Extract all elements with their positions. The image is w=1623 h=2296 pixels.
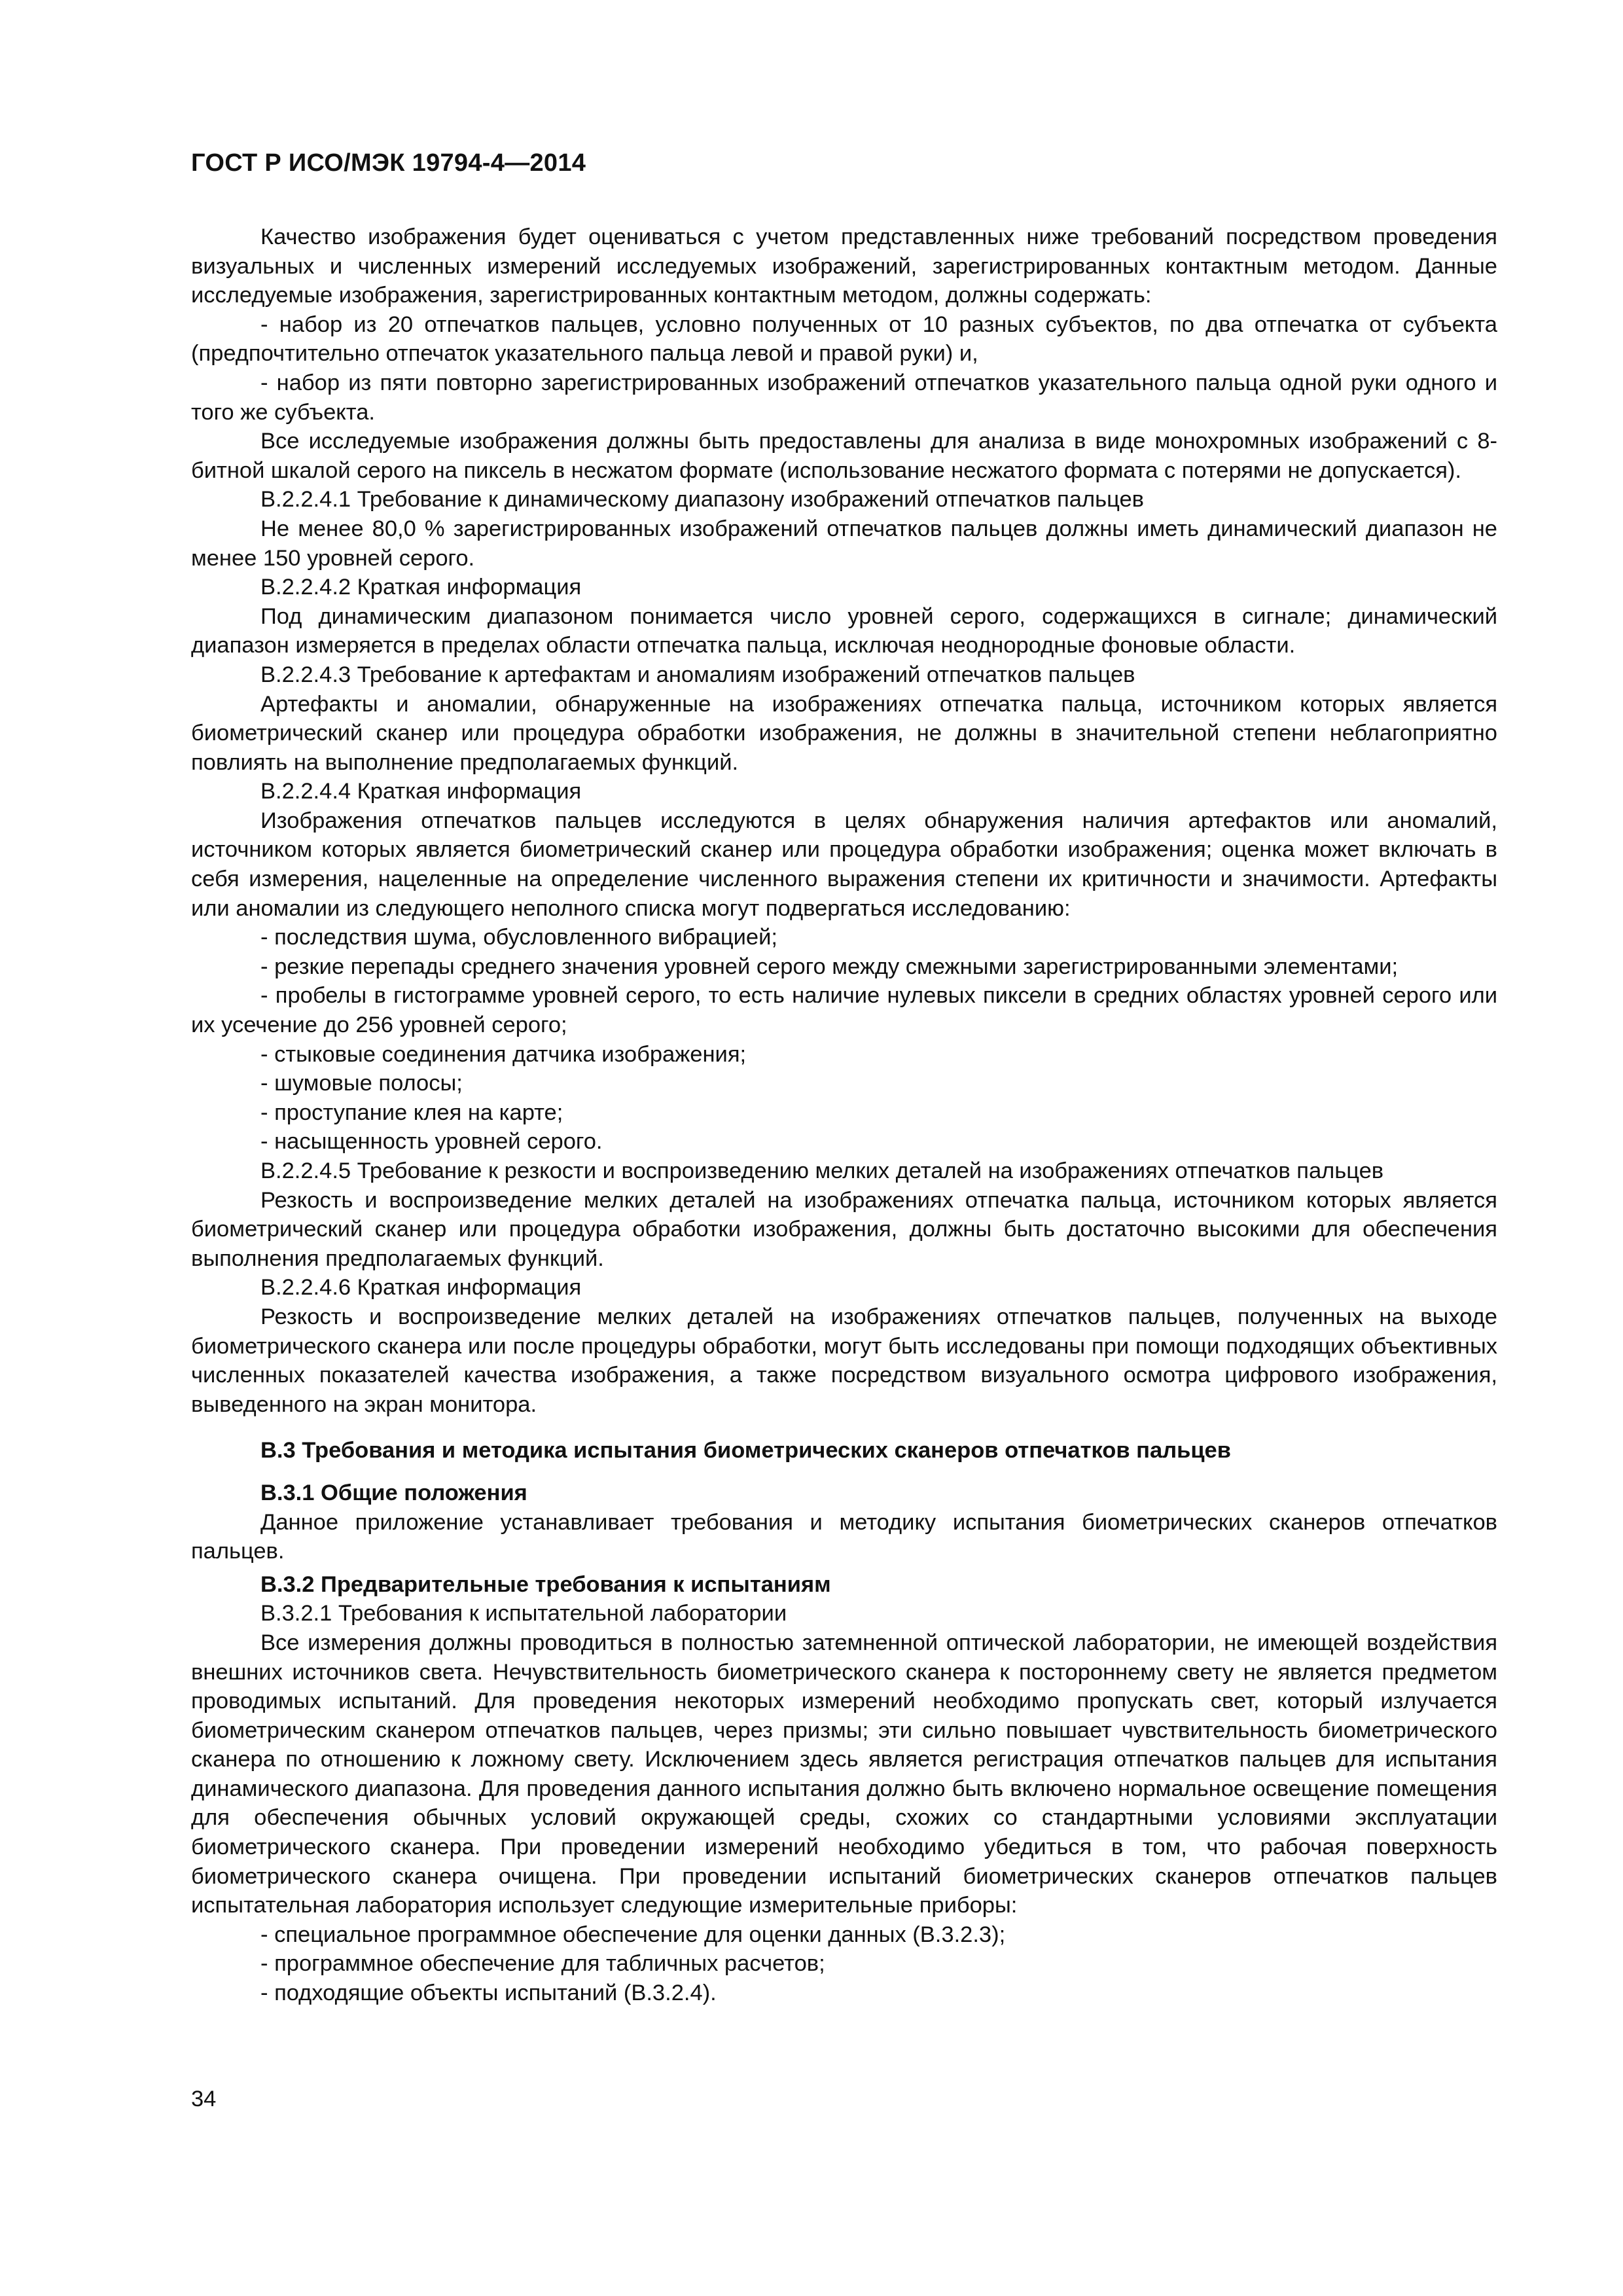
paragraph: Не менее 80,0 % зарегистрированных изображений отпечатков пальцев должны иметь динамический диапазон не менее 150 уровней серого. <box>191 516 1497 571</box>
section-heading: В.3.2 Предварительные требования к испытаниям <box>260 1571 831 1597</box>
list-item: - набор из пяти повторно зарегистрированных изображений отпечатков указательного пальца одной руки одного и того же субъекта. <box>191 370 1497 425</box>
paragraph: Все исследуемые изображения должны быть предоставлены для анализа в виде монохромных изображений с 8-битной шкалой серого на пиксель в несжатом формате (использование несжатого формата с потерями не допускается). <box>191 429 1497 483</box>
paragraph: Изображения отпечатков пальцев исследуются в целях обнаружения наличия артефактов или аномалий, источником которых является биометрический сканер или процедура обработки изображения; оценка может включать в себя измерения, нацеленные на определение численного выражения степени их критичности и значимости. Артефакты или аномалии из следующего неполного списка могут подвергаться исследованию: <box>191 808 1497 921</box>
page-number: 34 <box>191 2087 217 2111</box>
subsection-heading: В.3.2.1 Требования к испытательной лаборатории <box>260 1601 787 1626</box>
list-item: - специальное программное обеспечение для оценки данных (В.3.2.3); <box>260 1922 1006 1947</box>
section-heading: В.3.1 Общие положения <box>260 1480 527 1505</box>
subsection-heading: В.2.2.4.4 Краткая информация <box>260 779 582 804</box>
paragraph: Под динамическим диапазоном понимается число уровней серого, содержащихся в сигнале; динамический диапазон измеряется в пределах области отпечатка пальца, исключая неоднородные фоновые области. <box>191 603 1497 658</box>
list-item: - подходящие объекты испытаний (В.3.2.4). <box>260 1981 717 2006</box>
list-item: - резкие перепады среднего значения уровней серого между смежными зарегистрированными элементами; <box>260 954 1399 979</box>
subsection-heading: В.2.2.4.2 Краткая информация <box>260 575 582 600</box>
subsection-heading: В.2.2.4.3 Требование к артефактам и аномалиям изображений отпечатков пальцев <box>260 662 1135 687</box>
paragraph: Резкость и воспроизведение мелких деталей на изображениях отпечатков пальцев, полученных на выходе биометрического сканера или после процедуры обработки, могут быть исследованы при помощи подходящих объективных численных показателей качества изображения, а также посредством визуального осмотра цифрового изображения, выведенного на экран монитора. <box>191 1304 1497 1417</box>
paragraph: Резкость и воспроизведение мелких деталей на изображениях отпечатка пальца, источником которых является биометрический сканер или процедура обработки изображения, должны быть достаточно высокими для обеспечения выполнения предполагаемых функций. <box>191 1187 1497 1271</box>
paragraph: Все измерения должны проводиться в полностью затемненной оптической лаборатории, не имеющей воздействия внешних источников света. Нечувствительность биометрического сканера к постороннему свету не является предметом проводимых испытаний. Для проведения некоторых измерений необходимо пропускать свет, который излучается биометрическим сканером отпечатков пальцев, через призмы; эти сильно повышает чувствительность биометрического сканера по отношению к ложному свету. Исключением здесь является регистрация отпечатков пальцев для испытания динамического диапазона. Для проведения данного испытания должно быть включено нормальное освещение помещения для обеспечения обычных условий окружающей среды, схожих со стандартными условиями эксплуатации биометрического сканера. При проведении измерений необходимо убедиться в том, что рабочая поверхность биометрического сканера очищена. При проведении испытаний биометрических сканеров отпечатков пальцев испытательная лаборатория использует следующие измерительные приборы: <box>191 1630 1497 1918</box>
subsection-heading: В.2.2.4.6 Краткая информация <box>260 1275 582 1300</box>
list-item: - проступание клея на карте; <box>260 1100 563 1125</box>
list-item: - стыковые соединения датчика изображения; <box>260 1041 747 1067</box>
subsection-heading: В.2.2.4.1 Требование к динамическому диапазону изображений отпечатков пальцев <box>260 487 1144 512</box>
document-header: ГОСТ Р ИСО/МЭК 19794-4—2014 <box>191 149 586 177</box>
list-item: - пробелы в гистограмме уровней серого, то есть наличие нулевых пиксели в средних областях уровней серого или их усечение до 256 уровней серого; <box>191 983 1497 1038</box>
document-body <box>191 223 1497 2008</box>
list-item: - последствия шума, обусловленного вибрацией; <box>260 925 777 950</box>
list-item: - насыщенность уровней серого. <box>260 1129 603 1155</box>
subsection-heading: В.2.2.4.5 Требование к резкости и воспроизведению мелких деталей на изображениях отпечатков пальцев <box>260 1158 1384 1183</box>
list-item: - набор из 20 отпечатков пальцев, условно полученных от 10 разных субъектов, по два отпечатка от субъекта (предпочтительно отпечаток указательного пальца левой и правой руки) и, <box>191 312 1497 367</box>
paragraph: Данное приложение устанавливает требования и методику испытания биометрических сканеров отпечатков пальцев. <box>191 1509 1497 1564</box>
list-item: - программное обеспечение для табличных расчетов; <box>260 1951 825 1977</box>
paragraph: Артефакты и аномалии, обнаруженные на изображениях отпечатка пальца, источником которых является биометрический сканер или процедура обработки изображения, не должны в значительной степени неблагоприятно повлиять на выполнение предполагаемых функций. <box>191 691 1497 775</box>
section-heading: В.3 Требования и методика испытания биометрических сканеров отпечатков пальцев <box>260 1438 1231 1463</box>
list-item: - шумовые полосы; <box>260 1071 463 1096</box>
paragraph: Качество изображения будет оцениваться с учетом представленных ниже требований посредством проведения визуальных и численных измерений исследуемых изображений, зарегистрированных контактным методом. Данные исследуемые изображения, зарегистрированных контактным методом, должны содержать: <box>191 224 1497 308</box>
